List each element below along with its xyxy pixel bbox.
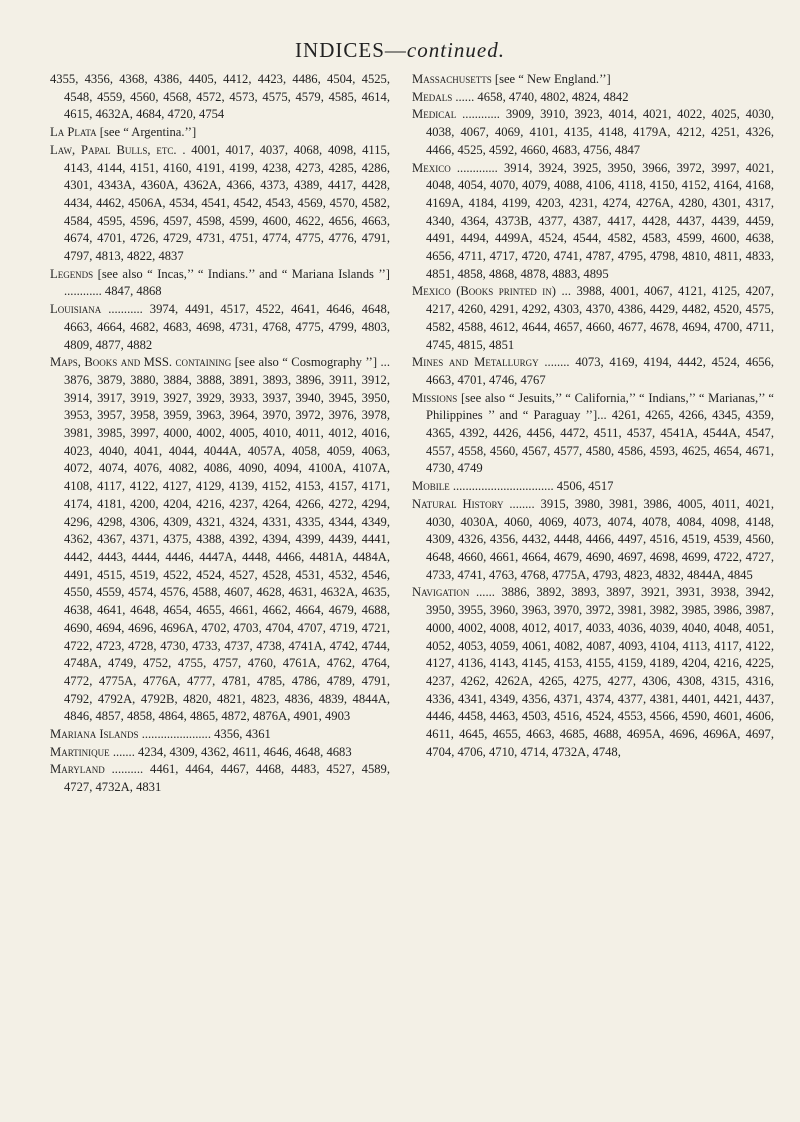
index-heading: Mexico (Books printed in) bbox=[412, 284, 556, 299]
index-heading: Mobile bbox=[412, 479, 450, 494]
index-heading: Louisiana bbox=[50, 302, 102, 317]
index-entry bbox=[412, 584, 774, 761]
index-references: ........ 4073, 4169, 4194, 4442, 4524, 4656, 4663, 4701, 4746, 4767 bbox=[426, 355, 775, 387]
index-references: [see also “ Incas,’’ “ Indians.’’ and “ Mariana Islands ’’] ............ 4847, 4868 bbox=[64, 266, 390, 299]
index-references: ...... 3886, 3892, 3893, 3897, 3921, 3931, 3938, 3942, 3950, 3955, 3960, 3963, 3970, 3972, 3981, 3982, 3985, 3986, 3987, 4000, 4002, 4008, 4012, 4017, 4033, 4036, 4039, 4040, 4048, 4051, 4052, 4053, 4059, 4061, 4082, 4087, 4093, 4104, 4113, 4117, 4122, 4127, 4136, 4143, 4145, 4153, 4155, 4159, 4189, 4204, 4216, 4225, 4237, 4262, 4262A, 4265, 4275, 4277, 4306, 4308, 4315, 4316, 4336, 4341, 4349, 4356, 4371, 4374, 4377, 4381, 4401, 4421, 4437, 4446, 4458, 4463, 4503, 4516, 4524, 4553, 4566, 4590, 4601, 4606, 4611, 4645, 4655, 4663, 4685, 4688, 4695A, 4696, 4696A, 4697, 4704, 4706, 4710, 4714, 4732A, 4748, bbox=[426, 585, 775, 759]
index-references: ...................... 4356, 4361 bbox=[141, 727, 271, 742]
index-entry bbox=[412, 89, 774, 107]
index-entry bbox=[412, 390, 774, 479]
left-index-column bbox=[50, 71, 390, 797]
title-continued: continued. bbox=[406, 38, 505, 62]
index-heading: Legends bbox=[50, 266, 94, 281]
index-references: ....... 4234, 4309, 4362, 4611, 4646, 4648, 4683 bbox=[112, 744, 352, 759]
index-entry bbox=[412, 478, 774, 496]
index-heading: Mexico bbox=[412, 160, 451, 175]
index-heading: La Plata bbox=[50, 125, 97, 140]
index-heading: Natural History bbox=[412, 496, 504, 511]
index-references: ... 3988, 4001, 4067, 4121, 4125, 4207, 4217, 4260, 4291, 4292, 4303, 4370, 4386, 4429, 4482, 4520, 4575, 4582, 4588, 4612, 4644, 4657, 4660, 4677, 4678, 4694, 4700, 4711, 4745, 4815, 4851 bbox=[426, 284, 774, 352]
index-entry bbox=[50, 301, 390, 354]
index-heading: Massachusetts bbox=[412, 72, 492, 86]
index-references: [see also “ Cosmography ’’] ... 3876, 3879, 3880, 3884, 3888, 3891, 3893, 3896, 3911, 3912, 3914, 3917, 3919, 3927, 3929, 3933, 3937, 3940, 3945, 3950, 3953, 3957, 3958, 3959, 3963, 3964, 3970, 3972, 3976, 3978, 3981, 3985, 3997, 4000, 4002, 4005, 4010, 4011, 4012, 4016, 4023, 4040, 4041, 4044, 4044A, 4057A, 4058, 4059, 4063, 4072, 4074, 4076, 4082, 4086, 4090, 4094, 4100A, 4107A, 4108, 4117, 4122, 4127, 4129, 4139, 4152, 4153, 4157, 4171, 4174, 4181, 4200, 4204, 4216, 4237, 4264, 4266, 4272, 4294, 4296, 4298, 4306, 4309, 4321, 4324, 4331, 4335, 4344, 4349, 4362, 4367, 4371, 4375, 4388, 4392, 4394, 4399, 4439, 4441, 4442, 4443, 4444, 4446, 4447A, 4448, 4466, 4481A, 4484A, 4491, 4515, 4519, 4522, 4524, 4527, 4528, 4531, 4532, 4546, 4550, 4559, 4574, 4576, 4588, 4607, 4628, 4631, 4632A, 4635, 4638, 4641, 4648, 4654, 4655, 4661, 4662, 4664, 4679, 4688, 4690, 4694, 4696, 4696A, 4702, 4703, 4704, 4707, 4719, 4721, 4722, 4723, 4728, 4730, 4733, 4737, 4738, 4741A, 4742, 4744, 4748A, 4749, 4752, 4755, 4757, 4760, 4761A, 4762, 4764, 4772, 4775A, 4776A, 4777, 4781, 4785, 4786, 4789, 4791, 4792, 4792A, 4792B, 4820, 4821, 4823, 4836, 4839, 4844A, 4846, 4857, 4858, 4864, 4865, 4872, 4876A, 4901, 4903 bbox=[64, 355, 390, 724]
index-entry bbox=[50, 266, 390, 301]
index-references: [see “ New England.’’] bbox=[494, 72, 611, 86]
index-references: [see “ Argentina.’’] bbox=[99, 125, 197, 140]
index-references: ............ 3909, 3910, 3923, 4014, 4021, 4022, 4025, 4030, 4038, 4067, 4069, 4101, 4135, 4148, 4179A, 4212, 4251, 4326, 4466, 4525, 4592, 4660, 4683, 4756, 4847 bbox=[426, 107, 775, 157]
right-index-column bbox=[412, 71, 774, 761]
index-entry bbox=[412, 354, 774, 389]
index-heading: Medical bbox=[412, 107, 457, 122]
index-references: ............. 3914, 3924, 3925, 3950, 3966, 3972, 3997, 4021, 4048, 4054, 4070, 4079, 4088, 4106, 4118, 4150, 4152, 4164, 4168, 4169A, 4184, 4199, 4203, 4231, 4274, 4276A, 4280, 4301, 4317, 4340, 4364, 4373B, 4377, 4387, 4417, 4428, 4437, 4439, 4459, 4491, 4494, 4499A, 4524, 4544, 4582, 4583, 4599, 4600, 4638, 4656, 4711, 4717, 4720, 4741, 4787, 4795, 4798, 4810, 4811, 4833, 4851, 4858, 4868, 4878, 4883, 4895 bbox=[426, 160, 774, 281]
index-entry bbox=[50, 726, 390, 744]
index-heading: Missions bbox=[412, 390, 458, 405]
index-heading: Maps, Books and MSS. containing bbox=[50, 355, 232, 370]
index-references: 4355, 4356, 4368, 4386, 4405, 4412, 4423, 4486, 4504, 4525, 4548, 4559, 4560, 4568, 4572, 4573, 4575, 4579, 4585, 4614, 4615, 4632A, 4684, 4720, 4754 bbox=[50, 72, 390, 122]
index-heading: Medals bbox=[412, 89, 453, 104]
index-entry bbox=[412, 106, 774, 159]
index-references: . 4001, 4017, 4037, 4068, 4098, 4115, 4143, 4144, 4151, 4160, 4191, 4199, 4238, 4273, 4285, 4286, 4301, 4343A, 4360A, 4362A, 4366, 4373, 4389, 4417, 4428, 4434, 4462, 4506A, 4534, 4541, 4542, 4543, 4569, 4570, 4582, 4584, 4595, 4596, 4597, 4598, 4599, 4600, 4622, 4656, 4663, 4674, 4701, 4726, 4729, 4731, 4751, 4774, 4775, 4776, 4791, 4797, 4813, 4822, 4837 bbox=[64, 142, 391, 264]
index-heading: Maryland bbox=[50, 762, 105, 777]
page-title bbox=[0, 38, 800, 63]
index-entry bbox=[412, 160, 774, 284]
index-entry bbox=[412, 71, 774, 89]
index-entry bbox=[412, 496, 774, 585]
index-entry bbox=[50, 71, 390, 124]
index-heading: Law, Papal Bulls, etc. bbox=[50, 142, 177, 157]
index-references: [see also “ Jesuits,’’ “ California,’’ “ Indians,’’ “ Marianas,’’ “ Philippines ’’ and “ Paraguay ’’]... 4261, 4265, 4266, 4345, 4359, 4365, 4392, 4426, 4456, 4472, 4511, 4537, 4541A, 4544A, 4547, 4557, 4558, 4560, 4567, 4577, 4580, 4586, 4593, 4625, 4654, 4671, 4730, 4749 bbox=[426, 390, 774, 476]
index-heading: Navigation bbox=[412, 585, 470, 600]
index-references: ...... 4658, 4740, 4802, 4824, 4842 bbox=[455, 89, 629, 104]
index-references: ........... 3974, 4491, 4517, 4522, 4641, 4646, 4648, 4663, 4664, 4682, 4683, 4698, 4731, 4768, 4775, 4799, 4803, 4809, 4877, 4882 bbox=[64, 302, 390, 352]
index-references: ........ 3915, 3980, 3981, 3986, 4005, 4011, 4021, 4030, 4030A, 4060, 4069, 4073, 4074, 4078, 4084, 4098, 4148, 4309, 4326, 4356, 4432, 4448, 4466, 4497, 4516, 4519, 4539, 4560, 4648, 4660, 4661, 4664, 4679, 4690, 4697, 4698, 4699, 4722, 4727, 4733, 4741, 4763, 4768, 4775A, 4793, 4823, 4832, 4844A, 4845 bbox=[426, 496, 774, 582]
index-entry bbox=[50, 354, 390, 726]
index-heading: Mariana Islands bbox=[50, 727, 139, 742]
index-references: ................................ 4506, 4517 bbox=[452, 479, 614, 494]
title-main: INDICES— bbox=[295, 38, 407, 62]
index-heading: Martinique bbox=[50, 744, 110, 759]
index-heading: Mines and Metallurgy bbox=[412, 355, 539, 370]
index-entry bbox=[50, 761, 390, 796]
index-entry bbox=[50, 142, 390, 266]
index-entry bbox=[50, 124, 390, 142]
index-references: .......... 4461, 4464, 4467, 4468, 4483, 4527, 4589, 4727, 4732A, 4831 bbox=[64, 762, 390, 795]
index-entry bbox=[50, 744, 390, 762]
index-entry bbox=[412, 283, 774, 354]
